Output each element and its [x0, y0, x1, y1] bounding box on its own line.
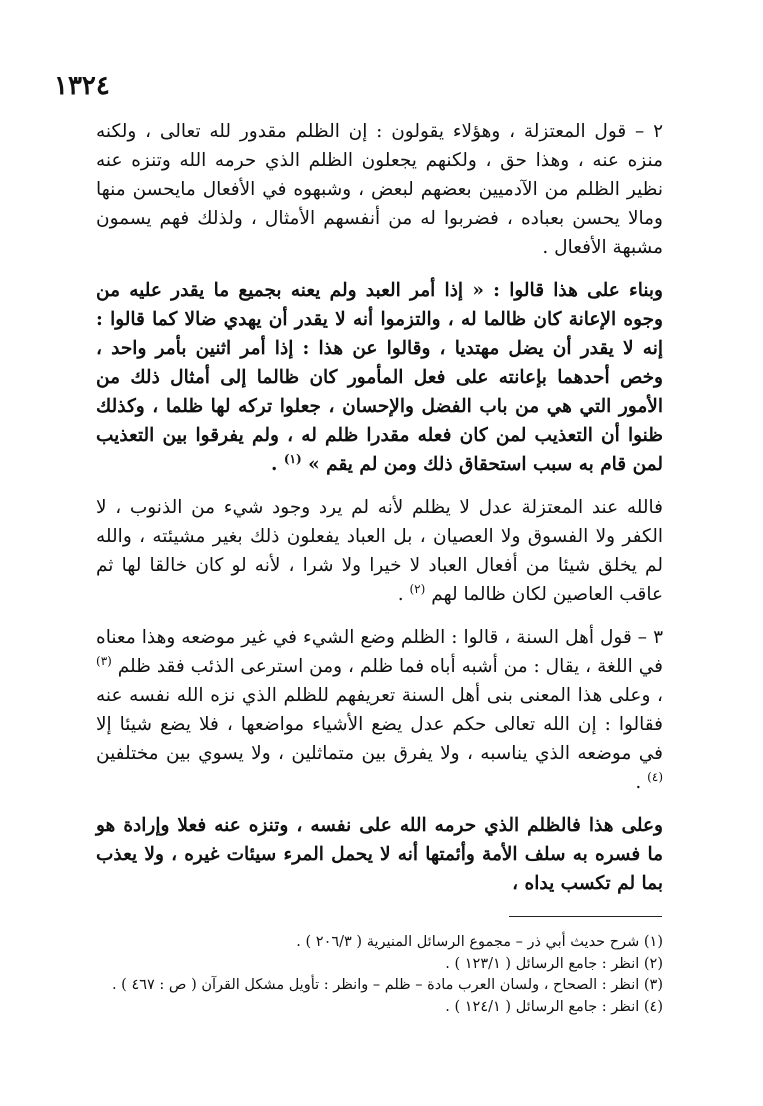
footnote-1: (١) شرح حديث أبي ذر – مجموع الرسائل المنيرية ( ٢٠٦/٣ ) .	[296, 934, 663, 950]
paragraph-tail: ، وعلى هذا المعنى بنى أهل السنة تعريفهم للظلم الذي نزه الله نفسه عنه فقالوا : إن الله تعالى حكم عدل يضع الأشياء مواضعها ، فلا يضع شيئا إلا في موضعه الذي يناسبه ، ولا يفرق بين متماثلين ، ولا يسوي بين مختلفين	[96, 685, 663, 764]
footnote-4: (٤) انظر : جامع الرسائل ( ١٢٤/١ ) .	[445, 998, 663, 1015]
paragraph-text: فالله عند المعتزلة عدل لا يظلم لأنه لم يرد وجود شيء من الذنوب ، لا الكفر ولا الفسوق ولا العصيان ، بل العباد يفعلون ذلك بغير مشيئته ، والله لم يخلق شيئا من أفعال العباد لا خيرا ولا شرا ، لأنه لو كان خالقا لها ثم عاقب العاصين لكان ظالما لهم	[96, 497, 663, 605]
footnote-ref: (٢)	[409, 581, 426, 596]
footnote-ref: (٤)	[647, 769, 663, 784]
paragraph-text: ٣ – قول أهل السنة ، قالوا : الظلم وضع الشيء في غير موضعه وهذا معناه في اللغة ، يقال : من أشبه أباه فما ظلم ، ومن استرعى الذئب فقد ظلم	[96, 627, 663, 677]
paragraph-5	[96, 811, 663, 898]
footnote-ref: (٣)	[96, 653, 112, 668]
paragraph-text: وبناء على هذا قالوا : « إذا أمر العبد ولم يعنه بجميع ما يقدر عليه من وجوه الإعانة كان ظالما له ، والتزموا أنه لا يقدر أن يهدي ضالا كما قالوا : إنه لا يقدر أن يضل مهتديا ، وقالوا عن هذا : إذا أمر اثنين بأمر واحد ، وخص أحدهما بإعانته على فعل المأمور كان ظالما إلى أمثال ذلك من الأمور التي هي من باب الفضل والإحسان ، جعلوا تركه لها ظلما ، وكذلك ظنوا أن التعذيب لمن كان فعله مقدرا ظلم له ، ولم يفرقوا بين التعذيب لمن قام به سبب استحقاق ذلك ومن لم يقم »	[96, 280, 663, 475]
paragraph-text: ٢ – قول المعتزلة ، وهؤلاء يقولون : إن الظلم مقدور لله تعالى ، ولكنه منزه عنه ، وهذا حق ، ولكنهم يجعلون الظلم الذي حرمه الله وتنزه عنه نظير الظلم من الآدميين بعضهم لبعض ، وشبهوه في الأفعال مايحسن منها ومالا يحسن بعباده ، فضربوا له من أنفسهم الأمثال ، ولذلك فهم يسمون مشبهة الأفعال .	[96, 121, 663, 258]
footnotes	[92, 932, 663, 1018]
footnote-3: (٣) انظر : الصحاح ، ولسان العرب مادة – ظلم – وانظر : تأويل مشكل القرآن ( ص : ٤٦٧ ) .	[111, 977, 663, 994]
footnote-divider	[509, 916, 662, 917]
paragraph-3	[96, 493, 663, 609]
body-text	[96, 117, 663, 912]
paragraph-4	[96, 623, 663, 797]
footnote-ref: (١)	[283, 451, 302, 466]
paragraph-tail: .	[270, 454, 284, 475]
page-number: ١٣٢٤	[54, 71, 110, 101]
paragraph-2	[96, 276, 663, 479]
paragraph-tail: .	[635, 772, 648, 793]
footnote-2: (٢) انظر : جامع الرسائل ( ١٢٣/١ ) .	[445, 955, 663, 972]
paragraph-tail: .	[397, 584, 410, 605]
paragraph-1	[96, 117, 663, 262]
paragraph-text: وعلى هذا فالظلم الذي حرمه الله على نفسه ، وتنزه عنه فعلا وإرادة هو ما فسره به سلف الأمة وأئمتها أنه لا يحمل المرء سيئات غيره ، ولا يعذب بما لم تكسب يداه ،	[96, 815, 663, 894]
